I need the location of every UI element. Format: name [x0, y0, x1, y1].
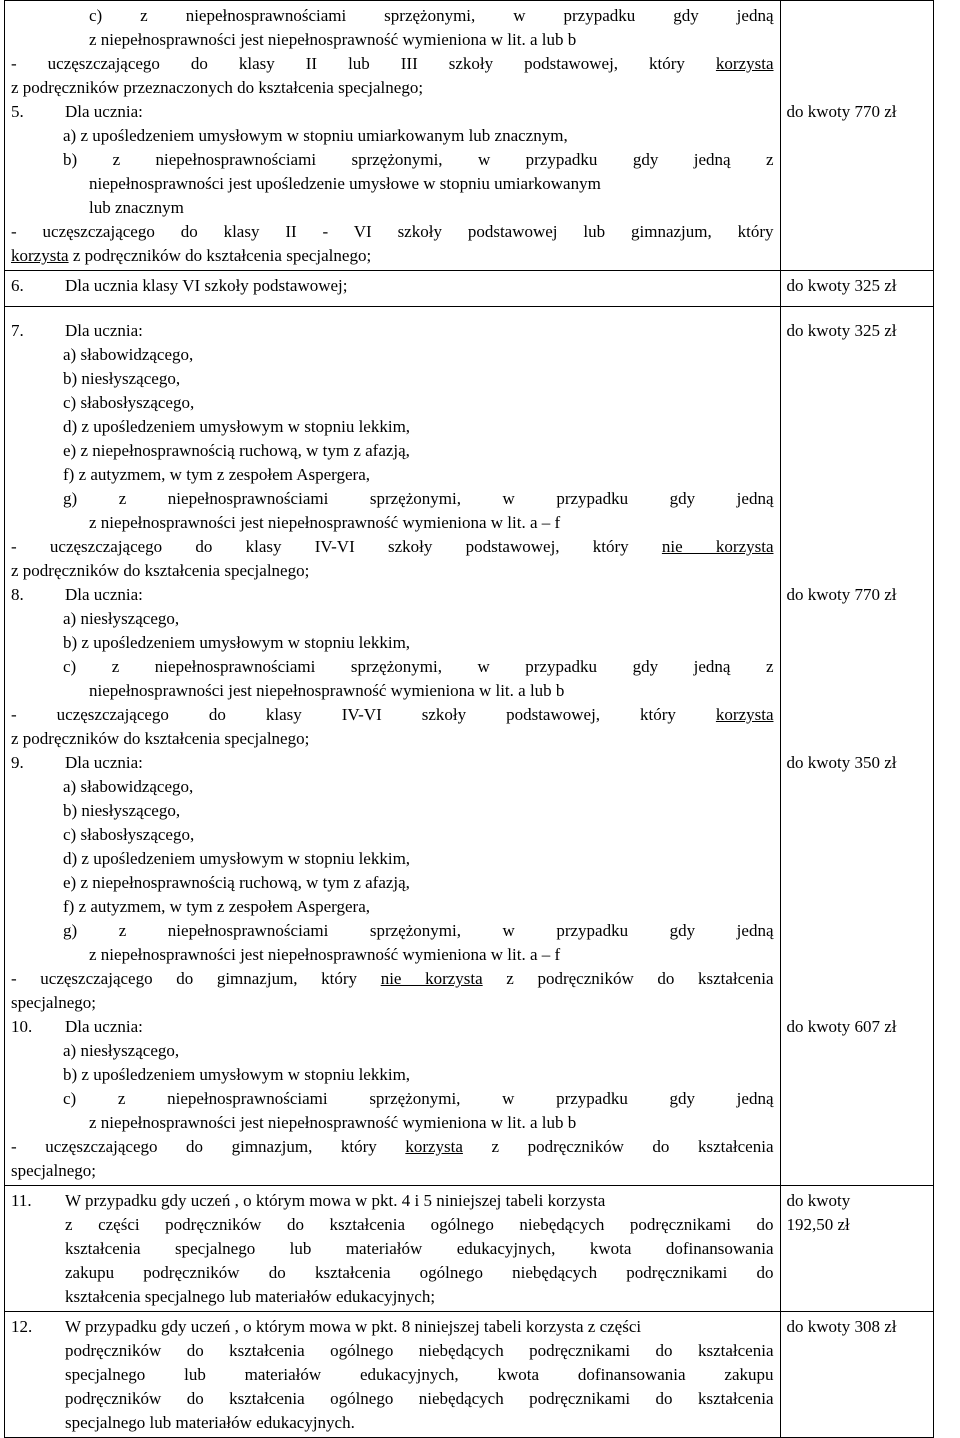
amount-cell — [780, 271, 934, 307]
text-line: z podręczników przeznaczonych do kształcenia specjalnego; — [11, 78, 424, 97]
text-fragment: - uczęszczającego do gimnazjum, który — [11, 1137, 377, 1156]
text-line — [11, 535, 774, 559]
text-line: z podręczników do kształcenia specjalnego; — [11, 729, 310, 748]
item-heading — [11, 583, 774, 607]
row-text-cell — [5, 307, 781, 1186]
row-text-cell — [5, 1312, 781, 1438]
item-heading — [11, 751, 774, 775]
text-line: zakupu podręczników do kształcenia ogólnego niebędących podręcznikami do — [65, 1263, 774, 1282]
text-line: niepełnosprawności jest upośledzenie umysłowe w stopniu umiarkowanym — [89, 174, 601, 193]
text-line: z niepełnosprawności jest niepełnosprawność wymieniona w lit. a lub b — [89, 30, 577, 49]
text-fragment: - uczęszczającego do gimnazjum, który — [11, 969, 358, 988]
item-text: Dla ucznia klasy VI szkoły podstawowej; — [65, 276, 348, 295]
item-number: 10. — [11, 1017, 33, 1036]
text-fragment: - uczęszczającego do klasy II lub III szkoły podstawowej, który — [11, 54, 685, 73]
text-fragment: z podręczników do kształcenia specjalnego; — [68, 246, 372, 265]
amount-value: do kwoty 770 zł — [786, 585, 897, 604]
table-row — [5, 1186, 934, 1312]
text-fragment: z podręczników do kształcenia — [482, 969, 774, 988]
text-line: podręczników do kształcenia ogólnego niebędących podręcznikami do kształcenia — [65, 1341, 774, 1360]
amount-value: do kwoty 308 zł — [786, 1317, 897, 1336]
amount-cell — [780, 1, 934, 271]
allowance-table — [4, 0, 934, 1438]
sub-item: g) z niepełnosprawnościami sprzężonymi, w przypadku gdy jedną — [63, 489, 774, 508]
item-number: 11. — [11, 1191, 32, 1210]
text-line: specjalnego lub materiałów edukacyjnych. — [65, 1413, 355, 1432]
text-line: specjalnego lub materiałów edukacyjnych, kwota dofinansowania zakupu — [65, 1365, 774, 1384]
sub-item: c) słabosłyszącego, — [63, 825, 195, 844]
sub-item: e) z niepełnosprawnością ruchową, w tym z afazją, — [63, 441, 410, 460]
sub-item: a) niesłyszącego, — [63, 1041, 180, 1060]
sub-item: a) z upośledzeniem umysłowym w stopniu umiarkowanym lub znacznym, — [63, 126, 568, 145]
text-line: c) z niepełnosprawnościami sprzężonymi, w przypadku gdy jedną — [89, 6, 774, 25]
underlined-term: nie korzysta — [661, 537, 774, 556]
amount-cell — [780, 1312, 934, 1438]
sub-item: g) z niepełnosprawnościami sprzężonymi, w przypadku gdy jedną — [63, 921, 774, 940]
sub-item: c) z niepełnosprawnościami sprzężonymi, w przypadku gdy jedną z — [63, 657, 774, 676]
text-line — [11, 1315, 774, 1339]
text-line: z niepełnosprawności jest niepełnosprawność wymieniona w lit. a lub b — [89, 1113, 577, 1132]
amount-cell — [780, 1186, 934, 1312]
sub-item: c) z niepełnosprawnościami sprzężonymi, w przypadku gdy jedną — [63, 1089, 774, 1108]
amount-value: do kwoty — [786, 1191, 851, 1210]
item-intro: Dla ucznia: — [65, 585, 143, 604]
item-number: 6. — [11, 276, 24, 295]
sub-item: d) z upośledzeniem umysłowym w stopniu lekkim, — [63, 417, 411, 436]
item-intro: Dla ucznia: — [65, 321, 143, 340]
underlined-term: korzysta — [11, 246, 69, 265]
amount-value: do kwoty 607 zł — [786, 1017, 897, 1036]
underlined-term: nie korzysta — [380, 969, 483, 988]
sub-item: b) z upośledzeniem umysłowym w stopniu lekkim, — [63, 633, 411, 652]
sub-item: f) z autyzmem, w tym z zespołem Aspergera, — [63, 897, 370, 916]
text-line — [11, 1135, 774, 1159]
text-line: lub znacznym — [89, 198, 184, 217]
sub-item: c) słabosłyszącego, — [63, 393, 195, 412]
text-fragment: W przypadku gdy uczeń , o którym mowa w pkt. 8 niniejszej tabeli korzysta z części — [65, 1317, 642, 1336]
sub-item: b) z niepełnosprawnościami sprzężonymi, w przypadku gdy jedną z — [63, 150, 774, 169]
text-line: specjalnego; — [11, 1161, 96, 1180]
item-heading — [11, 274, 774, 298]
table-row — [5, 271, 934, 307]
text-line: - uczęszczającego do klasy II - VI szkoły podstawowej lub gimnazjum, który — [11, 222, 774, 241]
row-text-cell — [5, 1186, 781, 1312]
sub-item: a) słabowidzącego, — [63, 777, 194, 796]
underlined-term: korzysta — [715, 54, 774, 73]
item-intro: Dla ucznia: — [65, 753, 143, 772]
text-line: z niepełnosprawności jest niepełnosprawność wymieniona w lit. a – f — [89, 945, 561, 964]
item-intro: Dla ucznia: — [65, 102, 143, 121]
amount-value: do kwoty 325 zł — [786, 321, 897, 340]
text-line: z niepełnosprawności jest niepełnosprawność wymieniona w lit. a – f — [89, 513, 561, 532]
amount-value: 192,50 zł — [786, 1215, 850, 1234]
item-number: 8. — [11, 585, 24, 604]
text-line: z części podręczników do kształcenia ogólnego niebędących podręcznikami do — [65, 1215, 774, 1234]
text-fragment: W przypadku gdy uczeń , o którym mowa w pkt. 4 i 5 niniejszej tabeli korzysta — [65, 1191, 606, 1210]
row-text-cell — [5, 271, 781, 307]
underlined-term: korzysta — [715, 705, 774, 724]
text-line — [11, 703, 774, 727]
sub-item: f) z autyzmem, w tym z zespołem Aspergera, — [63, 465, 370, 484]
table-row — [5, 307, 934, 1186]
text-line: podręczników do kształcenia ogólnego niebędących podręcznikami do kształcenia — [65, 1389, 774, 1408]
text-line: niepełnosprawności jest niepełnosprawność wymieniona w lit. a lub b — [89, 681, 565, 700]
table-row — [5, 1, 934, 271]
item-number: 12. — [11, 1317, 33, 1336]
text-line: kształcenia specjalnego lub materiałów edukacyjnych; — [65, 1287, 436, 1306]
text-fragment: - uczęszczającego do klasy IV-VI szkoły podstawowej, który — [11, 537, 629, 556]
item-number: 9. — [11, 753, 24, 772]
text-line: specjalnego; — [11, 993, 96, 1012]
sub-item: b) niesłyszącego, — [63, 801, 181, 820]
amount-cell — [780, 307, 934, 1186]
sub-item: a) niesłyszącego, — [63, 609, 180, 628]
text-line: z podręczników do kształcenia specjalnego; — [11, 561, 310, 580]
item-heading — [11, 319, 774, 343]
item-number: 5. — [11, 102, 24, 121]
text-line — [11, 1189, 774, 1213]
sub-item: b) niesłyszącego, — [63, 369, 181, 388]
text-line: kształcenia specjalnego lub materiałów edukacyjnych, kwota dofinansowania — [65, 1239, 774, 1258]
amount-value: do kwoty 325 zł — [786, 276, 897, 295]
item-heading — [11, 100, 774, 124]
item-intro: Dla ucznia: — [65, 1017, 143, 1036]
row-text-cell — [5, 1, 781, 271]
item-heading — [11, 1015, 774, 1039]
text-line — [11, 52, 774, 76]
amount-value: do kwoty 770 zł — [786, 102, 897, 121]
table-row — [5, 1312, 934, 1438]
item-number: 7. — [11, 321, 24, 340]
amount-value: do kwoty 350 zł — [786, 753, 897, 772]
sub-item: a) słabowidzącego, — [63, 345, 194, 364]
sub-item: b) z upośledzeniem umysłowym w stopniu lekkim, — [63, 1065, 411, 1084]
sub-item: d) z upośledzeniem umysłowym w stopniu lekkim, — [63, 849, 411, 868]
sub-item: e) z niepełnosprawnością ruchową, w tym z afazją, — [63, 873, 410, 892]
text-fragment: - uczęszczającego do klasy IV-VI szkoły podstawowej, który — [11, 705, 676, 724]
underlined-term: korzysta — [405, 1137, 463, 1156]
text-fragment: z podręczników do kształcenia — [462, 1137, 774, 1156]
text-line — [11, 967, 774, 991]
text-line — [11, 244, 774, 268]
